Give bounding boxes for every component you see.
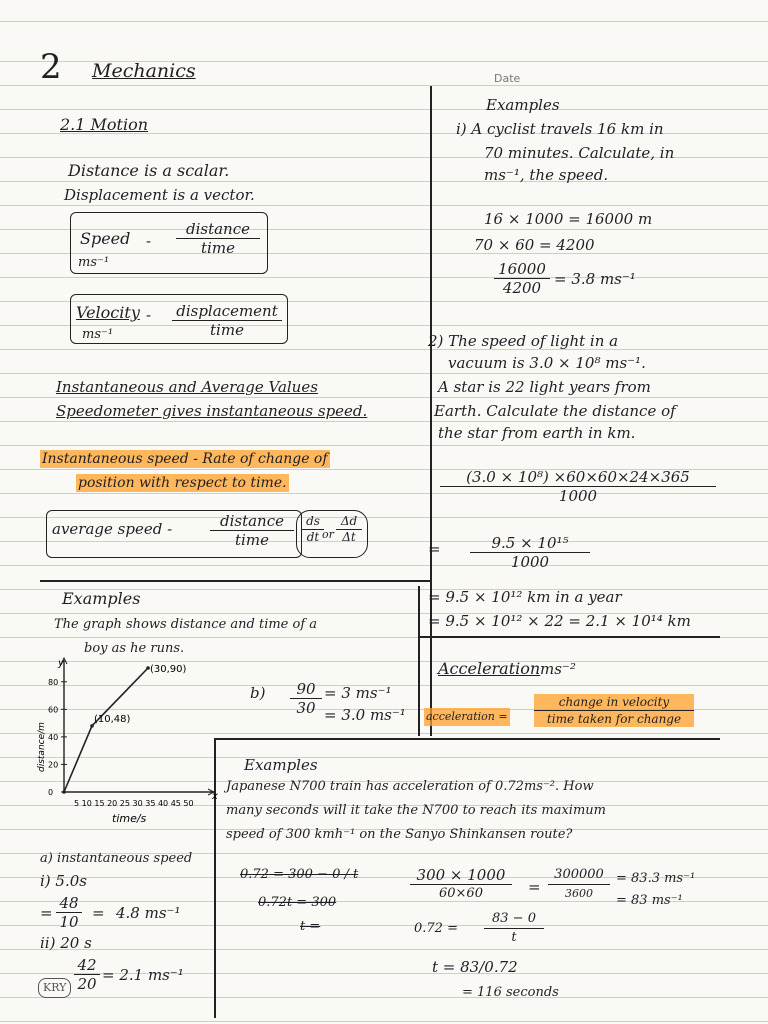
y-axis-letter: y xyxy=(58,658,64,669)
avg-speed-fraction xyxy=(210,512,294,549)
inst-ii-fraction xyxy=(74,956,100,993)
right-examples-heading: Examples xyxy=(486,96,560,114)
q1-calc3-denominator: 4200 xyxy=(502,279,542,297)
velocity-numerator: displacement xyxy=(172,302,282,321)
author-stamp: KRY xyxy=(38,978,71,998)
inst-i-denominator: 10 xyxy=(59,913,79,931)
avg-numerator: distance xyxy=(210,512,294,531)
y-tick-label: 0 xyxy=(48,788,54,797)
part-b-numerator: 90 xyxy=(290,680,322,699)
part-b-eq2: = 3.0 ms⁻¹ xyxy=(324,706,406,724)
q2-calc4-denominator: 1000 xyxy=(558,487,598,505)
q2-calc4-fraction xyxy=(440,468,716,505)
speed-denominator: time xyxy=(201,239,235,257)
conversion-result-1: = 83.3 ms⁻¹ xyxy=(616,871,696,886)
velocity-unit: ms⁻¹ xyxy=(82,327,114,342)
struck-working-3: t = xyxy=(300,919,321,934)
y-tick-label: 60 xyxy=(48,705,59,715)
q1-calc3-result: = 3.8 ms⁻¹ xyxy=(554,270,636,288)
inst-speed-heading: a) instantaneous speed xyxy=(40,851,193,866)
q2-calc7: = 9.5 × 10¹² × 22 = 2.1 × 10¹⁴ km xyxy=(428,612,691,630)
train-question-line1: Japanese N700 train has acceleration of 0.72ms⁻². How xyxy=(226,779,594,794)
chapter-number: 2 xyxy=(40,47,62,87)
q1-calc1: 16 × 1000 = 16000 m xyxy=(484,210,653,228)
speed-fraction xyxy=(176,220,260,257)
q1-line3: ms⁻¹, the speed. xyxy=(484,166,609,184)
graph-xlabel: time/s xyxy=(112,812,147,824)
bottom-examples-heading: Examples xyxy=(244,756,318,774)
conversion-fraction xyxy=(410,866,512,903)
train-question-line2: many seconds will it take the N700 to reach its maximum xyxy=(226,803,606,818)
distance-time-graph xyxy=(30,654,230,824)
q1-line1: i) A cyclist travels 16 km in xyxy=(456,120,664,138)
inst-i-equals2: = xyxy=(92,904,105,922)
t-equation: t = 83/0.72 xyxy=(432,958,518,976)
delta-d-numerator: Δd xyxy=(336,514,362,530)
speed-numerator: distance xyxy=(176,220,260,239)
distance-line xyxy=(64,668,148,792)
acceleration-heading: Acceleration xyxy=(438,659,541,678)
inst-i-result: 4.8 ms⁻¹ xyxy=(116,904,181,922)
point-label-1: (10,48) xyxy=(94,713,131,725)
inst-i-fraction xyxy=(56,894,82,931)
velocity-fraction xyxy=(172,302,282,339)
conversion-denominator: 60×60 xyxy=(439,886,483,901)
q1-calc3-fraction xyxy=(494,260,550,297)
delta-fraction xyxy=(336,514,362,545)
or-label: or xyxy=(322,528,334,541)
motion-title: 2.1 Motion xyxy=(60,115,149,134)
section-divider-bottom xyxy=(215,738,720,740)
q2-line5: the star from earth in km. xyxy=(438,424,636,442)
left-example-line1: The graph shows distance and time of a xyxy=(54,617,318,632)
vector-line: Displacement is a vector. xyxy=(64,186,255,204)
accel-equation-left: 0.72 = xyxy=(414,921,458,936)
inst-ii-denominator: 20 xyxy=(77,975,97,993)
part-b-fraction xyxy=(290,680,322,717)
conversion-fraction-2 xyxy=(548,866,610,903)
struck-working-1: 0.72 = 300 − 0 / t xyxy=(240,867,359,882)
conversion2-denominator: 3600 xyxy=(565,887,593,900)
velocity-dash: - xyxy=(146,306,152,324)
q2-calc5-fraction xyxy=(470,534,590,571)
column-divider xyxy=(430,86,432,736)
conversion-numerator: 300 × 1000 xyxy=(410,866,512,885)
part-b-eq1: = 3 ms⁻¹ xyxy=(324,684,392,702)
y-tick-label: 80 xyxy=(48,677,59,687)
inst-ii-label: ii) 20 s xyxy=(40,934,92,952)
ds-dt-fraction xyxy=(302,514,324,545)
speed-label: Speed xyxy=(80,229,131,248)
q2-calc5-equals: = xyxy=(428,540,441,558)
velocity-denominator: time xyxy=(210,321,244,339)
q2-line4: Earth. Calculate the distance of xyxy=(434,402,676,420)
inst-i-numerator: 48 xyxy=(56,894,82,913)
part-b-denominator: 30 xyxy=(296,699,316,717)
delta-t-denominator: Δt xyxy=(342,530,356,544)
q1-line2: 70 minutes. Calculate, in xyxy=(484,144,675,162)
train-question-line3: speed of 300 kmh⁻¹ on the Sanyo Shinkansen route? xyxy=(226,827,573,842)
final-result: = 116 seconds xyxy=(462,985,559,1000)
acceleration-label: acceleration = xyxy=(424,708,510,726)
acceleration-numerator: change in velocity xyxy=(534,694,694,711)
left-example-line2: boy as he runs. xyxy=(84,641,185,656)
q2-line2: vacuum is 3.0 × 10⁸ ms⁻¹. xyxy=(448,354,646,372)
avg-speed-label: average speed - xyxy=(52,520,173,538)
chapter-title: Mechanics xyxy=(92,60,196,82)
point-label-2: (30,90) xyxy=(150,664,187,675)
acceleration-denominator: time taken for change xyxy=(534,711,694,727)
q2-calc4-numerator: (3.0 × 10⁸) ×60×60×24×365 xyxy=(440,468,716,487)
y-tick-label: 20 xyxy=(48,760,59,770)
q2-calc5-numerator: 9.5 × 10¹⁵ xyxy=(470,534,590,553)
accel-equation-numerator: 83 − 0 xyxy=(484,910,544,929)
inst-def-line2: position with respect to time. xyxy=(78,475,287,491)
conversion2-numerator: 300000 xyxy=(548,866,610,885)
q2-line3: A star is 22 light years from xyxy=(438,378,651,396)
accel-equation-fraction xyxy=(484,910,544,947)
q1-calc2: 70 × 60 = 4200 xyxy=(474,236,595,254)
inst-i-label: i) 5.0s xyxy=(40,872,87,890)
part-b-label: b) xyxy=(250,684,266,702)
inst-i-equals: = xyxy=(40,904,53,922)
q2-calc5-denominator: 1000 xyxy=(510,553,550,571)
column-divider-lower xyxy=(418,586,420,736)
accel-equation-denominator: t xyxy=(511,930,517,945)
x-axis-letter: x xyxy=(212,791,218,802)
q2-line1: 2) The speed of light in a xyxy=(428,332,619,350)
conversion-result-2: = 83 ms⁻¹ xyxy=(616,893,683,908)
ds-numerator: ds xyxy=(302,514,324,530)
left-examples-heading: Examples xyxy=(62,589,141,608)
inst-ii-numerator: 42 xyxy=(74,956,100,975)
section-divider-right xyxy=(420,636,720,638)
speed-dash: - xyxy=(146,232,152,250)
q1-calc3-numerator: 16000 xyxy=(494,260,550,279)
inst-avg-heading: Instantaneous and Average Values xyxy=(56,378,318,396)
velocity-label: Velocity xyxy=(76,303,140,322)
x-tick-labels: 5 10 15 20 25 30 35 40 45 50 xyxy=(74,799,194,808)
data-point xyxy=(62,790,66,794)
speedometer-line: Speedometer gives instantaneous speed. xyxy=(56,402,368,420)
graph-line-series xyxy=(62,666,150,794)
acceleration-unit: ms⁻² xyxy=(540,660,576,678)
date-label: Date xyxy=(494,72,521,85)
inst-def-line1: Instantaneous speed - Rate of change of xyxy=(42,451,328,467)
y-tick-label: 40 xyxy=(48,732,59,742)
speed-unit: ms⁻¹ xyxy=(78,255,110,270)
scalar-line: Distance is a scalar. xyxy=(68,161,230,180)
section-divider-left xyxy=(40,580,432,582)
acceleration-fraction xyxy=(534,694,694,727)
inst-ii-result: = 2.1 ms⁻¹ xyxy=(102,966,184,984)
avg-denominator: time xyxy=(235,531,269,549)
struck-working-2: 0.72t = 300 xyxy=(258,895,337,910)
conversion-equals: = xyxy=(528,878,541,896)
dt-denominator: dt xyxy=(306,530,320,544)
q2-calc6: = 9.5 × 10¹² km in a year xyxy=(428,588,622,606)
graph-ylabel: distance/m xyxy=(37,722,47,772)
